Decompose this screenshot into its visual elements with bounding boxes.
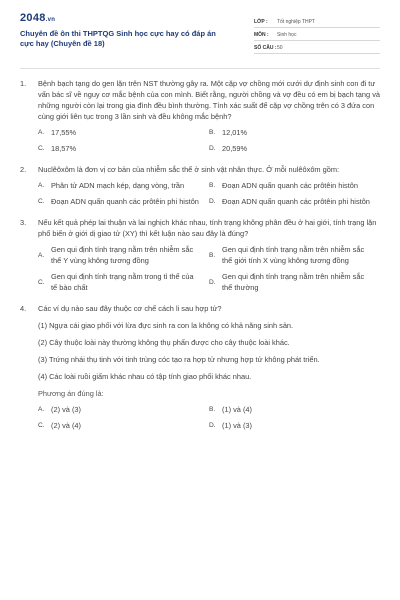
option-b[interactable] xyxy=(209,127,380,138)
option-text: Đoạn ADN quấn quanh các prôtêin phi histôn xyxy=(51,197,199,206)
option-grid xyxy=(38,175,380,207)
option-d[interactable] xyxy=(209,420,380,431)
meta-value: Sinh học xyxy=(277,32,297,38)
question-text: Bệnh bạch tạng do gen lặn trên NST thường gây ra. Một cặp vợ chồng mới cưới dự định sinh con đi tư vấn bác sĩ về nguy cơ mắc bệnh của con mình. Biết rằng, người chồng và vợ đều có em bị bạch tạng và những người còn lại trong gia đình đều bình thường. Tính xác suất để cặp vợ chồng trên có 3 đứa con cùng giới liên tục trong 3 lần sinh và đều không mắc bệnh? xyxy=(38,79,380,121)
option-text: Gen qui định tính trạng nằm trong tỉ thể của tế bào chất xyxy=(51,272,194,292)
statement-item: (4) Các loài ruồi giấm khác nhau có tập tính giao phối khác nhau. xyxy=(38,372,252,381)
option-b[interactable] xyxy=(209,244,380,266)
option-c[interactable] xyxy=(38,196,209,207)
option-c[interactable] xyxy=(38,143,209,154)
option-b[interactable] xyxy=(209,180,380,191)
question-number: 3. xyxy=(20,218,27,227)
option-d[interactable] xyxy=(209,196,380,207)
option-text: 20,59% xyxy=(222,144,248,153)
option-letter: D. xyxy=(209,422,216,429)
option-text: Gen qui định tính trạng nằm trên nhiễm sắc thể giới tính X vùng không tương đồng xyxy=(222,245,365,265)
option-letter: D. xyxy=(209,278,216,286)
meta-row-subject xyxy=(254,28,380,41)
option-letter: B. xyxy=(209,129,216,136)
question-number: 2. xyxy=(20,165,27,174)
meta-key: MÔN : xyxy=(254,32,269,38)
question-list xyxy=(20,78,380,441)
question-text: Các ví dụ nào sau đây thuộc cơ chế cách li sau hợp tử? xyxy=(38,304,222,313)
option-c[interactable] xyxy=(38,420,209,431)
option-grid xyxy=(38,399,380,431)
option-letter: B. xyxy=(209,182,216,189)
option-letter: D. xyxy=(209,198,216,205)
option-grid xyxy=(38,239,380,293)
meta-value: Tốt nghiệp THPT xyxy=(277,19,315,25)
option-b[interactable] xyxy=(209,404,380,415)
statement-item: (2) Cây thuộc loài này thường không thụ phấn được cho cây thuộc loài khác. xyxy=(38,338,290,347)
page-header xyxy=(20,12,380,66)
option-a[interactable] xyxy=(38,404,209,415)
option-letter: C. xyxy=(38,198,45,205)
option-text: (1) và (3) xyxy=(222,421,252,430)
option-letter: D. xyxy=(209,145,216,152)
option-letter: A. xyxy=(38,406,45,413)
option-d[interactable] xyxy=(209,143,380,154)
meta-info xyxy=(254,15,380,54)
option-text: 17,55% xyxy=(51,128,77,137)
option-a[interactable] xyxy=(38,127,209,138)
question-4 xyxy=(20,303,380,431)
option-d[interactable] xyxy=(209,271,380,293)
option-letter: A. xyxy=(38,182,45,189)
option-letter: B. xyxy=(209,251,216,259)
logo-main: 2048 xyxy=(20,12,46,24)
option-grid xyxy=(38,122,380,154)
option-letter: B. xyxy=(209,406,216,413)
meta-row-count xyxy=(254,41,380,54)
question-1 xyxy=(20,78,380,154)
question-3 xyxy=(20,217,380,293)
option-text: Gen qui định tính trạng nằm trên nhiễm sắc thể Y vùng không tương đồng xyxy=(51,245,194,265)
option-letter: A. xyxy=(38,251,45,259)
meta-key: SỐ CÂU : xyxy=(254,45,277,51)
logo-sub: .vn xyxy=(45,17,56,23)
statement-item: (3) Trứng nhái thụ tinh với tinh trùng cóc tạo ra hợp tử nhưng hợp tử không phát triển. xyxy=(38,355,320,364)
meta-row-class xyxy=(254,15,380,28)
option-a[interactable] xyxy=(38,180,209,191)
option-text: (2) và (4) xyxy=(51,421,81,430)
option-text: Đoạn ADN quấn quanh các prôtêin phi histôn xyxy=(222,197,370,206)
option-text: Gen qui định tính trạng nằm trên nhiễm sắc thể thường xyxy=(222,272,365,292)
option-text: 18,57% xyxy=(51,144,77,153)
option-text: 12,01% xyxy=(222,128,248,137)
option-letter: C. xyxy=(38,278,45,286)
option-letter: C. xyxy=(38,422,45,429)
meta-key: LỚP : xyxy=(254,19,268,25)
meta-value: 50 xyxy=(277,45,283,51)
document-title: Chuyên đề ôn thi THPTQG Sinh học cực hay có đáp án cực hay (Chuyên đề 18) xyxy=(20,29,216,48)
question-number: 4. xyxy=(20,304,27,313)
option-letter: A. xyxy=(38,129,45,136)
question-text: Nếu kết quả phép lai thuận và lai nghịch khác nhau, tính trạng không phân đều ở hai giới, tính trạng lặn phổ biến ở giới dị giao tử (XY) thì kết luận nào sau đây là đúng? xyxy=(38,218,377,238)
question-number: 1. xyxy=(20,79,27,88)
option-a[interactable] xyxy=(38,244,209,266)
option-c[interactable] xyxy=(38,271,209,293)
option-letter: C. xyxy=(38,145,45,152)
option-text: Phân tử ADN mạch kép, dạng vòng, trần xyxy=(51,181,185,190)
header-divider xyxy=(20,68,380,69)
option-text: Đoạn ADN quấn quanh các prôtêin histôn xyxy=(222,181,358,190)
option-text: (2) và (3) xyxy=(51,405,81,414)
answer-prompt: Phương án đúng là: xyxy=(38,389,104,398)
question-2 xyxy=(20,164,380,207)
question-text: Nuclêôxôm là đơn vị cơ bản của nhiễm sắc thể ở sinh vật nhân thực. Ở mỗi nulêôxôm gồm: xyxy=(38,165,340,174)
option-text: (1) và (4) xyxy=(222,405,252,414)
statement-item: (1) Ngựa cái giao phối với lừa đực sinh ra con la không có khả năng sinh sản. xyxy=(38,321,294,330)
